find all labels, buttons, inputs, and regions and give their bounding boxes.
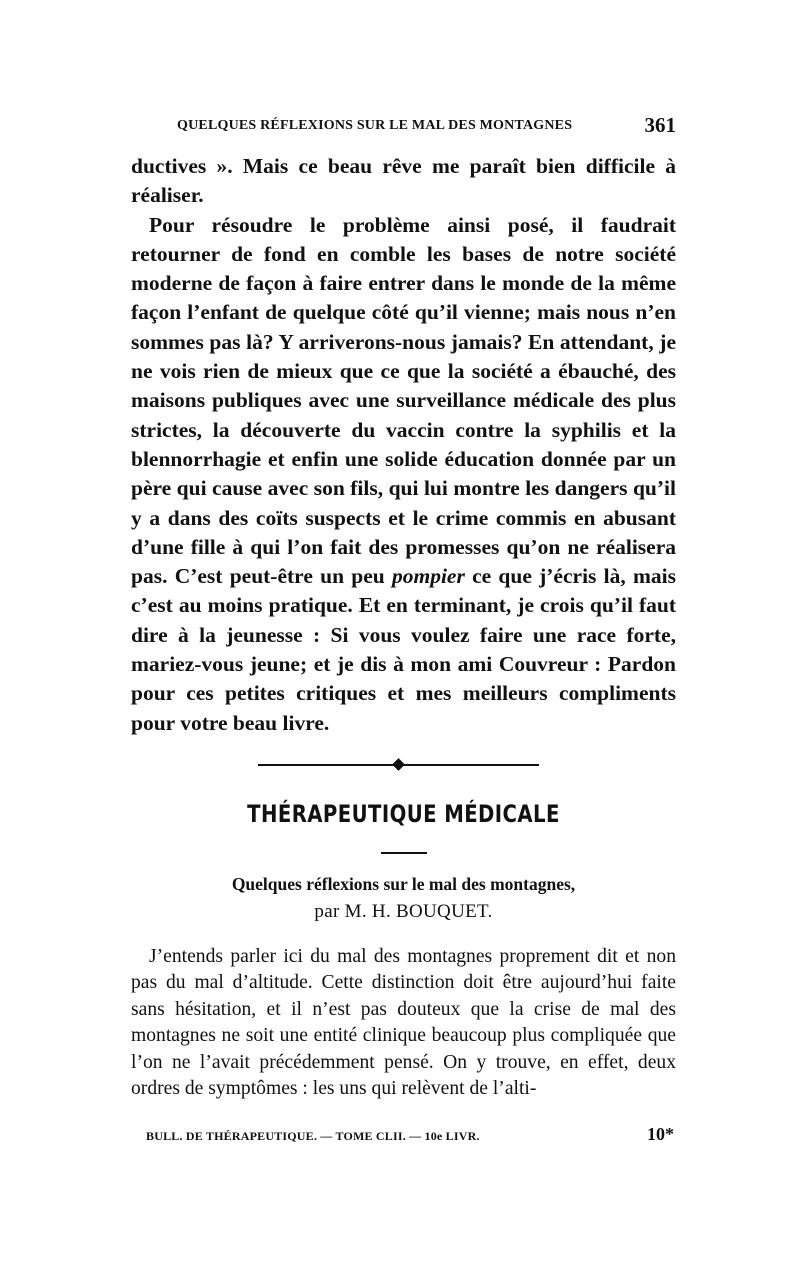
signature-mark: 10* [647, 1123, 674, 1144]
article-title: Quelques réflexions sur le mal des montagnes, [231, 873, 576, 894]
running-head [131, 100, 676, 140]
running-title: QUELQUES RÉFLEXIONS SUR LE MAL DES MONTAGNES [177, 118, 573, 133]
page-number: 361 [644, 113, 676, 137]
short-divider-rule [381, 852, 427, 854]
paragraph-continued: ductives ». Mais ce beau rêve me paraît bien difficile à réaliser. [131, 154, 676, 208]
book-page [131, 100, 676, 1150]
signature-line: BULL. DE THÉRAPEUTIQUE. — TOME CLII. — 10e LIVR. [146, 1128, 480, 1143]
paragraph-text-start: Pour résoudre le problème ainsi posé, il faudrait retourner de fond en comble les bases de notre société moderne de façon à faire entrer dans le monde de la même façon l’enfant de quelque côté qu’il vienne; mais nous n’en sommes pas là? Y arriverons-nous jamais? En attendant, je ne vois rien de mieux que ce que la société a ébauché, des maisons publiques avec une surveillance médicale des plus strictes, la découverte du vaccin contre la syphilis et la blennorrhagie et enfin une solide éducation donnée par un père qui cause avec son fils, qui lui montre les dangers qu’il y a dans des coïts suspects et le crime commis en abusant d’une fille à qui l’on fait des promesses qu’on ne réalisera pas. C’est peut-être un peu [131, 212, 676, 589]
signature-footer [131, 1122, 676, 1150]
paragraph-text-end: ce que j’écris là, mais c’est au moins pratique. Et en terminant, je crois qu’il faut dire à la jeunesse : Si vous voulez faire une race forte, mariez-vous jeune; et je dis à mon ami Couvreur : Pardon pour ces petites critiques et mes meilleurs compliments pour votre beau livre. [131, 564, 676, 735]
divider-rule-left [258, 764, 395, 766]
section-title: THÉRAPEUTIQUE MÉDICALE [247, 799, 560, 828]
divider-rule-right [403, 764, 539, 766]
italic-word: pompier [391, 564, 465, 589]
article-paragraph: J’entends parler ici du mal des montagnes proprement dit et non pas du mal d’altitude. Cette distinction doit être aujourd’hui faite sans hésitation, et il n’est pas douteux que la crise de mal des montagnes ne soit une entité clinique beaucoup plus compliquée que l’on ne l’avait précédemment pensé. On y trouve, en effet, deux ordres de symptômes : les uns qui relèvent de l’alti- [131, 945, 676, 1099]
continuation-text [131, 152, 676, 738]
article-byline: par M. H. BOUQUET. [314, 900, 493, 922]
section-divider-ornament [131, 754, 676, 778]
paragraph [131, 211, 676, 738]
